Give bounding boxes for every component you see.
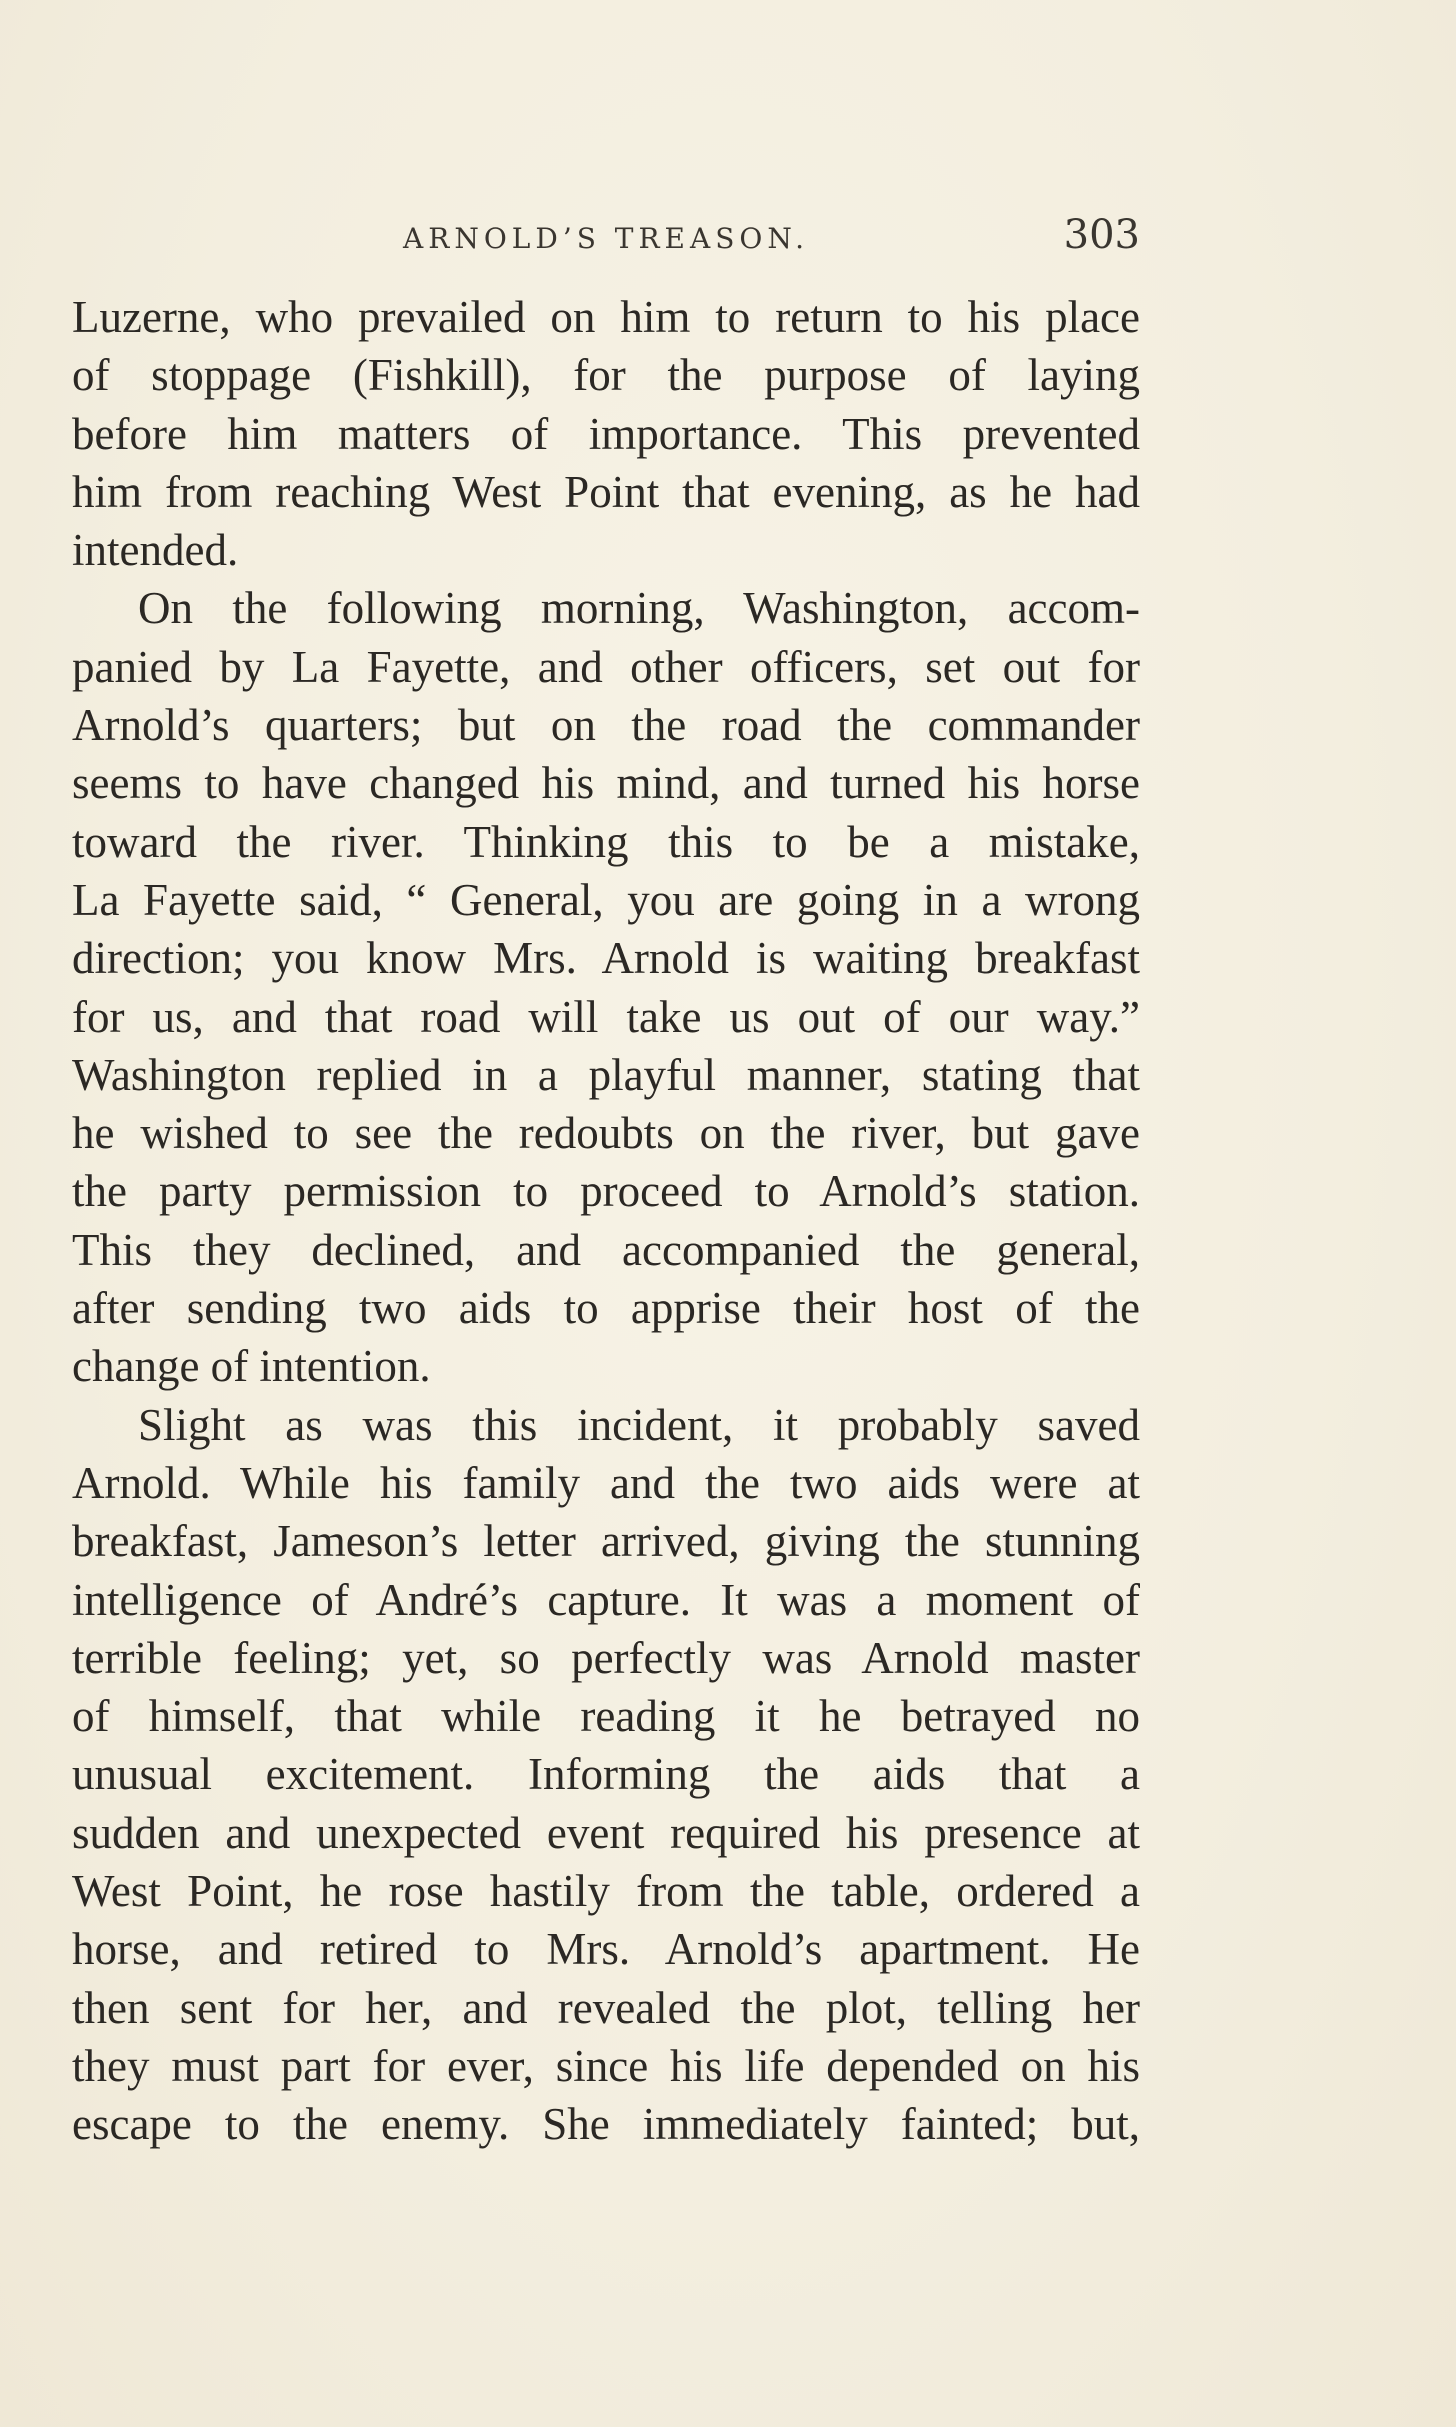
- text-line: On the following morning, Washington, accom-: [138, 583, 1140, 634]
- text-line: Washington replied in a playful manner, stating that: [72, 1049, 1140, 1100]
- text-line: then sent for her, and revealed the plot, telling her: [72, 1982, 1140, 2033]
- text-line: West Point, he rose hastily from the table, ordered a: [72, 1866, 1140, 1917]
- text-line: for us, and that road will take us out of our way.”: [72, 991, 1140, 1042]
- text-line: toward the river. Thinking this to be a mistake,: [72, 816, 1140, 867]
- text-line: sudden and unexpected event required his presence at: [72, 1807, 1140, 1858]
- text-line: of himself, that while reading it he betrayed no: [72, 1691, 1140, 1742]
- body-text: [72, 288, 1140, 2154]
- text-line: they must part for ever, since his life depended on his: [72, 2040, 1140, 2091]
- text-line: after sending two aids to apprise their host of the: [72, 1283, 1140, 1334]
- text-line: horse, and retired to Mrs. Arnold’s apartment. He: [72, 1924, 1140, 1975]
- text-line: he wished to see the redoubts on the river, but gave: [72, 1108, 1140, 1159]
- text-line: of stoppage (Fishkill), for the purpose of laying: [72, 350, 1140, 401]
- running-title: ARNOLD’S TREASON.: [403, 222, 809, 255]
- text-line: La Fayette said, “ General, you are going in a wrong: [72, 874, 1140, 925]
- text-line: This they declined, and accompanied the general,: [72, 1224, 1140, 1275]
- text-line: breakfast, Jameson’s letter arrived, giving the stunning: [72, 1516, 1140, 1567]
- text-line: panied by La Fayette, and other officers, set out for: [72, 641, 1140, 692]
- text-line: before him matters of importance. This prevented: [72, 408, 1140, 459]
- text-line: escape to the enemy. She immediately fainted; but,: [72, 2099, 1140, 2150]
- page-header: [72, 212, 1140, 262]
- text-line: Arnold’s quarters; but on the road the commander: [72, 700, 1140, 751]
- text-line: direction; you know Mrs. Arnold is waiting breakfast: [72, 933, 1140, 984]
- text-line: Arnold. While his family and the two aids were at: [72, 1457, 1140, 1508]
- text-line: Slight as was this incident, it probably saved: [138, 1399, 1140, 1450]
- text-line: terrible feeling; yet, so perfectly was Arnold master: [72, 1632, 1140, 1683]
- text-line: intelligence of André’s capture. It was a moment of: [72, 1574, 1140, 1625]
- text-line: him from reaching West Point that evening, as he had: [72, 466, 1140, 517]
- text-line: change of intention.: [72, 1341, 431, 1392]
- page-number: 303: [1063, 212, 1140, 258]
- text-line: Luzerne, who prevailed on him to return to his place: [72, 292, 1140, 342]
- text-line: seems to have changed his mind, and turned his horse: [72, 758, 1140, 809]
- text-line: the party permission to proceed to Arnold’s station.: [72, 1166, 1140, 1217]
- text-line: unusual excitement. Informing the aids that a: [72, 1749, 1140, 1800]
- text-line: intended.: [72, 525, 239, 576]
